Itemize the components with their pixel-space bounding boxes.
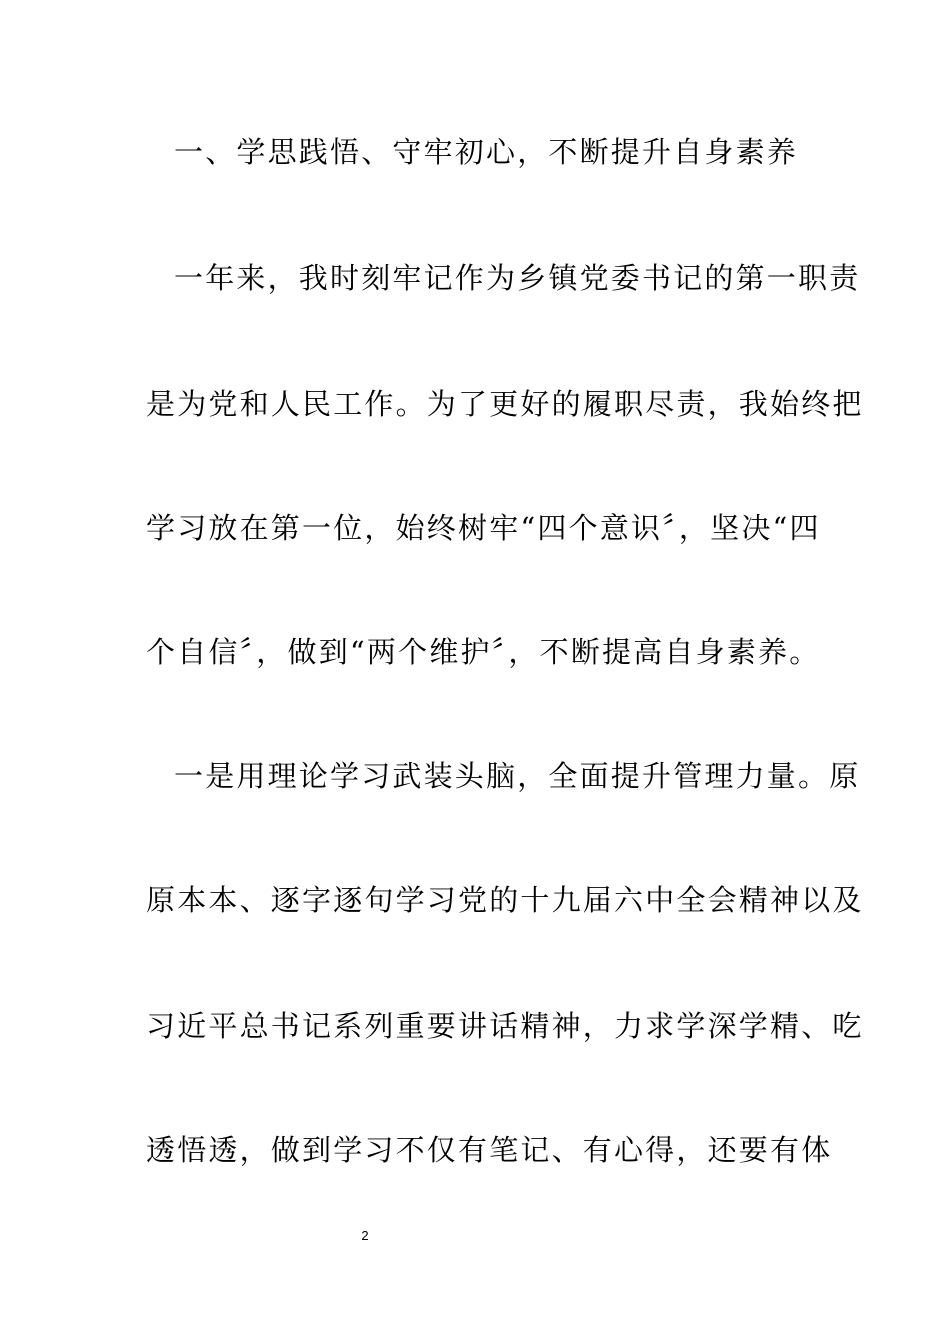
paragraph-line: 学习放在第一位，始终树牢“四个意识〞，坚决“四 bbox=[146, 511, 821, 545]
page-number: 2 bbox=[361, 1228, 369, 1243]
paragraph-line: 一是用理论学习武装头脑，全面提升管理力量。原 bbox=[174, 759, 861, 793]
paragraph-line: 透悟透，做到学习不仅有笔记、有心得，还要有体 bbox=[146, 1133, 833, 1167]
paragraph-line: 是为党和人民工作。为了更好的履职尽责，我始终把 bbox=[146, 387, 864, 421]
section-heading: 一、学思践悟、守牢初心，不断提升自身素养 bbox=[174, 135, 799, 169]
paragraph-line: 习近平总书记系列重要讲话精神，力求学深学精、吃 bbox=[146, 1009, 864, 1043]
paragraph-line: 个自信〞，做到“两个维护〞，不断提高自身素养。 bbox=[146, 635, 821, 669]
paragraph-line: 原本本、逐字逐句学习党的十九届六中全会精神以及 bbox=[146, 883, 864, 917]
paragraph-line: 一年来，我时刻牢记作为乡镇党委书记的第一职责 bbox=[174, 261, 861, 295]
